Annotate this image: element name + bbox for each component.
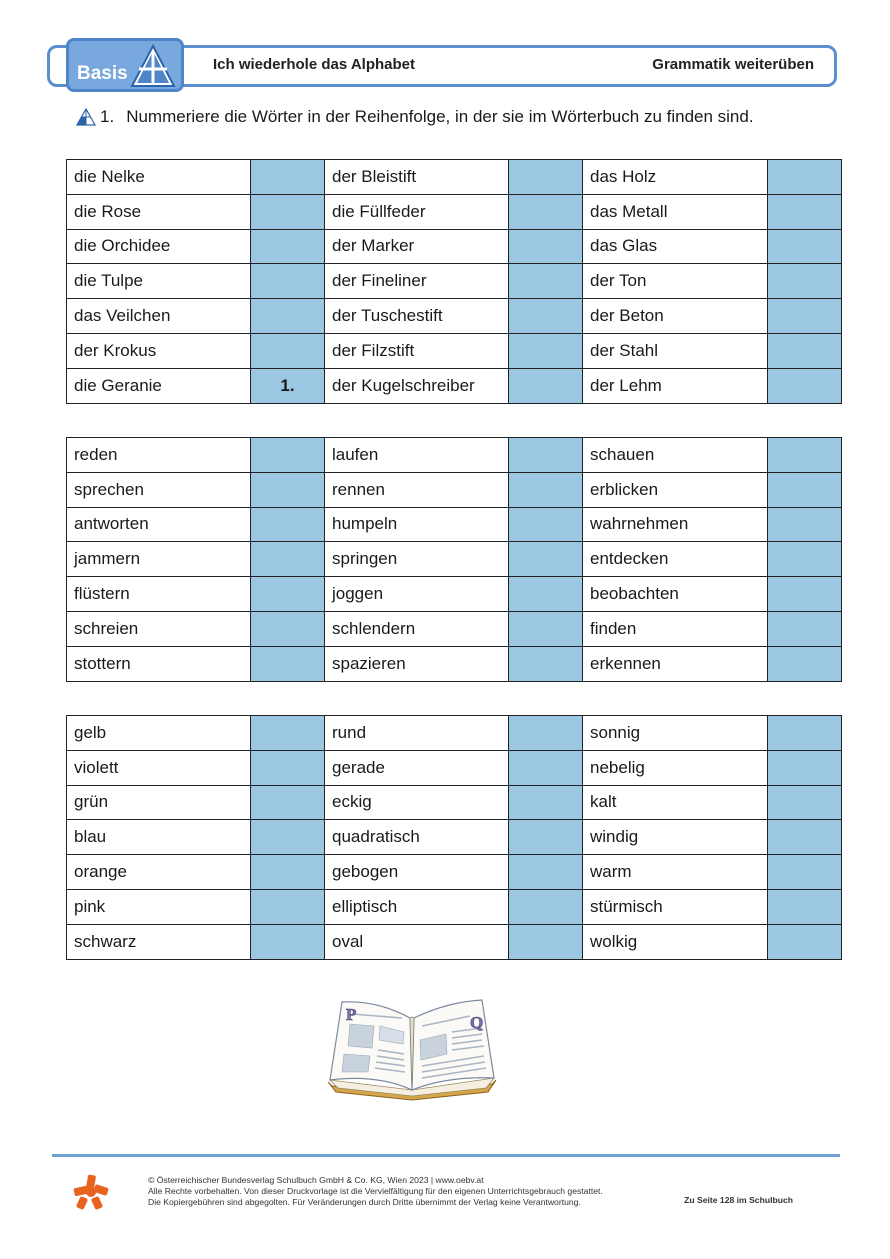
answer-field[interactable]	[768, 333, 842, 368]
table-row	[67, 299, 842, 334]
word-cell: humpeln	[325, 507, 509, 542]
table-row	[67, 333, 842, 368]
answer-field[interactable]	[251, 889, 325, 924]
answer-field[interactable]	[509, 646, 583, 681]
answer-field[interactable]	[251, 507, 325, 542]
table-row	[67, 507, 842, 542]
word-cell: schauen	[583, 438, 768, 473]
word-cell: gerade	[325, 750, 509, 785]
answer-field[interactable]	[768, 542, 842, 577]
word-cell: der Fineliner	[325, 264, 509, 299]
word-cell: spazieren	[325, 646, 509, 681]
badge-label: Basis	[77, 63, 128, 84]
task-level-icon	[76, 108, 96, 126]
table-row	[67, 194, 842, 229]
answer-field[interactable]	[509, 194, 583, 229]
answer-field[interactable]	[251, 646, 325, 681]
word-cell: erblicken	[583, 472, 768, 507]
word-cell: schlendern	[325, 611, 509, 646]
word-cell: die Tulpe	[67, 264, 251, 299]
word-cell: antworten	[67, 507, 251, 542]
word-cell: die Geranie	[67, 368, 251, 403]
answer-field[interactable]	[251, 333, 325, 368]
book-letter-right: Q	[470, 1013, 484, 1032]
table-row	[67, 438, 842, 473]
table-row	[67, 160, 842, 195]
word-cell: der Bleistift	[325, 160, 509, 195]
word-cell: joggen	[325, 577, 509, 612]
answer-field[interactable]	[509, 924, 583, 959]
word-cell: der Ton	[583, 264, 768, 299]
table-row	[67, 646, 842, 681]
worksheet-title: Ich wiederhole das Alphabet	[213, 56, 415, 73]
word-cell: stottern	[67, 646, 251, 681]
answer-field[interactable]	[251, 160, 325, 195]
table-row	[67, 542, 842, 577]
word-cell: oval	[325, 924, 509, 959]
word-cell: orange	[67, 855, 251, 890]
word-cell: schreien	[67, 611, 251, 646]
answer-field[interactable]	[509, 229, 583, 264]
table-row	[67, 472, 842, 507]
table-row	[67, 611, 842, 646]
answer-field[interactable]	[768, 855, 842, 890]
word-cell: der Marker	[325, 229, 509, 264]
word-cell: der Beton	[583, 299, 768, 334]
table-row	[67, 577, 842, 612]
word-cell: grün	[67, 785, 251, 820]
answer-field[interactable]	[251, 750, 325, 785]
word-cell: die Orchidee	[67, 229, 251, 264]
answer-field[interactable]: 1.	[251, 368, 325, 403]
answer-field[interactable]	[509, 333, 583, 368]
copyright-notice	[148, 1175, 603, 1208]
table-row	[67, 750, 842, 785]
answer-field[interactable]	[251, 542, 325, 577]
word-cell: rund	[325, 716, 509, 751]
answer-field[interactable]	[251, 820, 325, 855]
word-cell: kalt	[583, 785, 768, 820]
word-cell: finden	[583, 611, 768, 646]
word-cell: gebogen	[325, 855, 509, 890]
answer-field[interactable]	[509, 820, 583, 855]
table-row	[67, 785, 842, 820]
word-cell: wahrnehmen	[583, 507, 768, 542]
answer-field[interactable]	[509, 577, 583, 612]
answer-field[interactable]	[509, 855, 583, 890]
answer-field[interactable]	[509, 716, 583, 751]
answer-field[interactable]	[509, 542, 583, 577]
basis-triangle-icon	[129, 43, 177, 89]
answer-field[interactable]	[768, 160, 842, 195]
answer-field[interactable]	[768, 194, 842, 229]
book-letter-left: P	[346, 1005, 357, 1024]
word-cell: die Füllfeder	[325, 194, 509, 229]
word-cell: der Tuschestift	[325, 299, 509, 334]
table-row	[67, 264, 842, 299]
answer-field[interactable]	[251, 264, 325, 299]
answer-field[interactable]	[768, 299, 842, 334]
word-cell: nebelig	[583, 750, 768, 785]
word-cell: blau	[67, 820, 251, 855]
word-cell: das Glas	[583, 229, 768, 264]
word-cell: quadratisch	[325, 820, 509, 855]
table-row	[67, 716, 842, 751]
footer-divider	[52, 1154, 840, 1157]
answer-field[interactable]	[251, 785, 325, 820]
word-cell: der Krokus	[67, 333, 251, 368]
answer-field[interactable]	[251, 194, 325, 229]
answer-field[interactable]	[768, 646, 842, 681]
word-cell: stürmisch	[583, 889, 768, 924]
word-cell: warm	[583, 855, 768, 890]
answer-field[interactable]	[509, 299, 583, 334]
table-row	[67, 368, 842, 403]
answer-field[interactable]	[509, 507, 583, 542]
answer-field[interactable]	[251, 438, 325, 473]
word-cell: beobachten	[583, 577, 768, 612]
word-cell: violett	[67, 750, 251, 785]
word-cell: springen	[325, 542, 509, 577]
answer-field[interactable]	[509, 264, 583, 299]
answer-field[interactable]	[251, 229, 325, 264]
answer-field[interactable]	[768, 924, 842, 959]
task-number: 1.	[100, 107, 115, 126]
word-cell: pink	[67, 889, 251, 924]
word-cell: das Veilchen	[67, 299, 251, 334]
answer-field[interactable]	[768, 577, 842, 612]
answer-field[interactable]	[251, 577, 325, 612]
open-book-illustration	[322, 996, 502, 1106]
rights-line: Alle Rechte vorbehalten. Von dieser Druckvorlage ist die Vervielfältigung für den eigenen Unterrichtsgebrauch gestattet.	[148, 1186, 603, 1196]
word-cell: flüstern	[67, 577, 251, 612]
answer-field[interactable]	[768, 472, 842, 507]
answer-field[interactable]	[509, 889, 583, 924]
section-title: Grammatik weiterüben	[652, 56, 814, 73]
word-cell: der Lehm	[583, 368, 768, 403]
page-reference: Zu Seite 128 im Schulbuch	[684, 1195, 793, 1205]
word-cell: entdecken	[583, 542, 768, 577]
word-cell: die Rose	[67, 194, 251, 229]
answer-field[interactable]	[768, 507, 842, 542]
answer-field[interactable]	[251, 611, 325, 646]
word-cell: gelb	[67, 716, 251, 751]
answer-field[interactable]	[768, 889, 842, 924]
task-instruction	[76, 107, 754, 127]
answer-field[interactable]	[768, 438, 842, 473]
answer-field[interactable]	[768, 264, 842, 299]
liability-line: Die Kopiergebühren sind abgegolten. Für Veränderungen durch Dritte übernimmt der Verlag keine Verantwortung.	[148, 1197, 581, 1207]
word-cell: windig	[583, 820, 768, 855]
answer-field[interactable]	[768, 368, 842, 403]
answer-field[interactable]	[768, 750, 842, 785]
answer-field[interactable]	[509, 750, 583, 785]
word-table-3	[66, 715, 842, 960]
answer-field[interactable]	[251, 855, 325, 890]
table-row	[67, 820, 842, 855]
word-cell: laufen	[325, 438, 509, 473]
answer-field[interactable]	[768, 229, 842, 264]
answer-field[interactable]	[509, 472, 583, 507]
answer-field[interactable]	[768, 820, 842, 855]
word-cell: sonnig	[583, 716, 768, 751]
word-cell: erkennen	[583, 646, 768, 681]
table-row	[67, 229, 842, 264]
answer-field[interactable]	[509, 611, 583, 646]
answer-field[interactable]	[251, 472, 325, 507]
word-cell: jammern	[67, 542, 251, 577]
word-cell: sprechen	[67, 472, 251, 507]
answer-field[interactable]	[768, 611, 842, 646]
word-cell: elliptisch	[325, 889, 509, 924]
word-cell: der Stahl	[583, 333, 768, 368]
answer-field[interactable]	[509, 785, 583, 820]
word-table-1	[66, 159, 842, 404]
word-table-2	[66, 437, 842, 682]
task-text: Nummeriere die Wörter in der Reihenfolge, in der sie im Wörterbuch zu finden sind.	[126, 107, 754, 126]
word-cell: der Kugelschreiber	[325, 368, 509, 403]
word-cell: das Metall	[583, 194, 768, 229]
answer-field[interactable]	[509, 160, 583, 195]
word-cell: eckig	[325, 785, 509, 820]
answer-field[interactable]	[251, 299, 325, 334]
answer-field[interactable]	[509, 438, 583, 473]
table-row	[67, 855, 842, 890]
word-cell: der Filzstift	[325, 333, 509, 368]
table-row	[67, 889, 842, 924]
answer-field[interactable]	[251, 716, 325, 751]
word-cell: wolkig	[583, 924, 768, 959]
answer-field[interactable]	[251, 924, 325, 959]
answer-field[interactable]	[509, 368, 583, 403]
level-badge	[66, 38, 184, 92]
word-cell: das Holz	[583, 160, 768, 195]
word-cell: schwarz	[67, 924, 251, 959]
word-cell: rennen	[325, 472, 509, 507]
table-row	[67, 924, 842, 959]
answer-field[interactable]	[768, 785, 842, 820]
publisher-logo-icon	[72, 1173, 110, 1211]
word-cell: die Nelke	[67, 160, 251, 195]
copyright-line: © Österreichischer Bundesverlag Schulbuch GmbH & Co. KG, Wien 2023 | www.oebv.at	[148, 1175, 484, 1185]
word-cell: reden	[67, 438, 251, 473]
answer-field[interactable]	[768, 716, 842, 751]
